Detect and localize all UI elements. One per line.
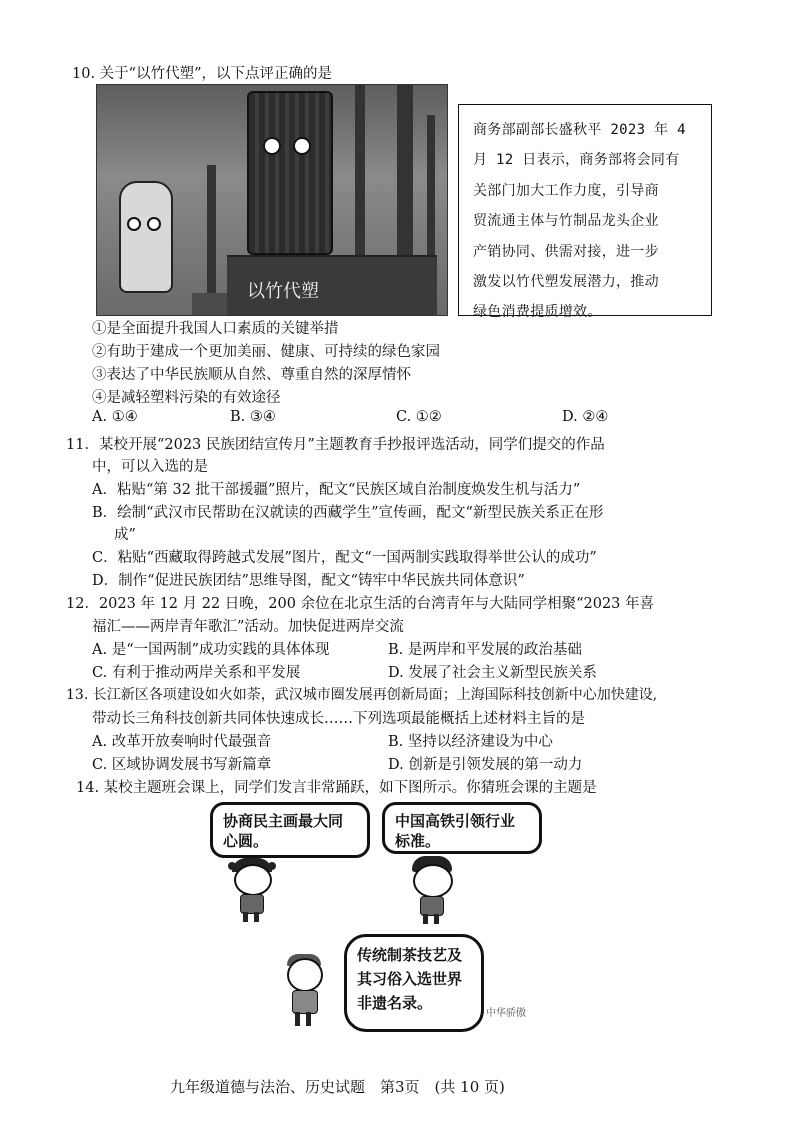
boy-figure: [282, 954, 328, 1026]
boy-with-glasses-figure: [408, 856, 458, 924]
q10-material-box: [458, 104, 712, 321]
material-line: 月 12 日表示，商务部将会同有: [473, 152, 680, 169]
q10-stem: 10. 关于“以竹代塑”，以下点评正确的是: [72, 66, 332, 82]
q12-option-d: D. 发展了社会主义新型民族关系: [388, 665, 597, 681]
q10-item-2: ②有助于建成一个更加美丽、健康、可持续的绿色家园: [92, 344, 440, 360]
material-line: 贸流通主体与竹制品龙头企业: [473, 213, 659, 230]
bubble-line: 传统制茶技艺及: [357, 946, 463, 964]
material-line: 商务部副部长盛秋平 2023 年 4: [473, 122, 686, 138]
q12-option-a: A. 是“一国两制”成功实践的具体体现: [92, 642, 330, 658]
q10-item-3: ③表达了中华民族顺从自然、尊重自然的深厚情怀: [92, 367, 411, 383]
q11-option-c: C．粘贴“西藏取得跨越式发展”图片，配文“一国两制实践取得举世公认的成功”: [92, 550, 597, 566]
material-line: 激发以竹代塑发展潜力，推动: [473, 274, 659, 291]
q13-stem-line: 带动长三角科技创新共同体快速成长……下列选项最能概括上述材料主旨的是: [92, 711, 585, 727]
q12-stem-line: 12．2023 年 12 月 22 日晚，200 余位在北京生活的台湾青年与大陆同学相聚“2023 年喜: [66, 596, 655, 612]
speech-bubble-2: [382, 802, 542, 854]
bamboo-cartoon-image: [96, 84, 448, 316]
watermark-logo: 中华骄傲: [486, 1008, 526, 1019]
q12-option-b: B. 是两岸和平发展的政治基础: [388, 642, 582, 658]
q11-option-b-cont: 成”: [114, 527, 136, 543]
q13-option-b: B. 坚持以经济建设为中心: [388, 734, 553, 750]
q10-option-a: A. ①④: [92, 409, 138, 425]
material-line: 产销协同、供需对接，进一步: [473, 243, 659, 260]
bubble-line: 其习俗入选世界: [357, 970, 463, 988]
q12-stem-line: 福汇——两岸青年歌汇”活动。加快促进两岸交流: [92, 619, 404, 635]
bubble-line: 非遗名录。: [357, 994, 433, 1012]
q13-option-a: A. 改革开放奏响时代最强音: [92, 734, 272, 750]
bubble-line: 标准。: [395, 832, 441, 850]
bubble-line: 协商民主画最大同: [223, 812, 344, 830]
q11-option-a: A．粘贴“第 32 批干部援疆”照片，配文“民族区域自治制度焕发生机与活力”: [92, 482, 581, 498]
plastic-bottle-character: [119, 181, 173, 293]
girl-figure: [228, 858, 278, 922]
q13-option-c: C. 区域协调发展书写新篇章: [92, 757, 272, 773]
q11-stem-line: 11．某校开展“2023 民族团结宣传月”主题教育手抄报评选活动，同学们提交的作品: [66, 437, 605, 453]
q13-option-d: D. 创新是引领发展的第一动力: [388, 757, 583, 773]
pedestal-label: 以竹代塑: [247, 281, 319, 302]
bamboo-character: [247, 91, 333, 255]
material-line: 绿色消费提质增效。: [473, 304, 602, 321]
speech-bubble-1: [210, 802, 370, 858]
q10-option-d: D. ②④: [562, 409, 609, 425]
q10-option-b: B. ③④: [230, 409, 276, 425]
page-footer: 九年级道德与法治、历史试题 第3页 (共 10 页): [170, 1078, 505, 1096]
q11-stem-line: 中，可以入选的是: [92, 459, 208, 475]
bubble-line: 心圆。: [223, 832, 269, 850]
q10-item-4: ④是减轻塑料污染的有效途径: [92, 390, 281, 406]
q11-option-d: D．制作“促进民族团结”思维导图，配文“铸牢中华民族共同体意识”: [92, 573, 525, 589]
q11-option-b: B．绘制“武汉市民帮助在汉就读的西藏学生”宣传画，配文“新型民族关系正在形: [92, 505, 604, 521]
q12-option-c: C. 有利于推动两岸关系和平发展: [92, 665, 301, 681]
bubble-line: 中国高铁引领行业: [395, 812, 516, 830]
material-line: 关部门加大工作力度，引导商: [473, 182, 659, 199]
q10-item-1: ①是全面提升我国人口素质的关键举措: [92, 321, 339, 337]
q13-stem-line: 13. 长江新区各项建设如火如荼，武汉城市圈发展再创新局面；上海国际科技创新中心加快建设,: [66, 687, 658, 703]
q14-stem: 14. 某校主题班会课上，同学们发言非常踊跃，如下图所示。你猜班会课的主题是: [76, 780, 597, 796]
q10-option-c: C. ①②: [396, 409, 442, 425]
speech-bubble-3: [344, 934, 484, 1032]
